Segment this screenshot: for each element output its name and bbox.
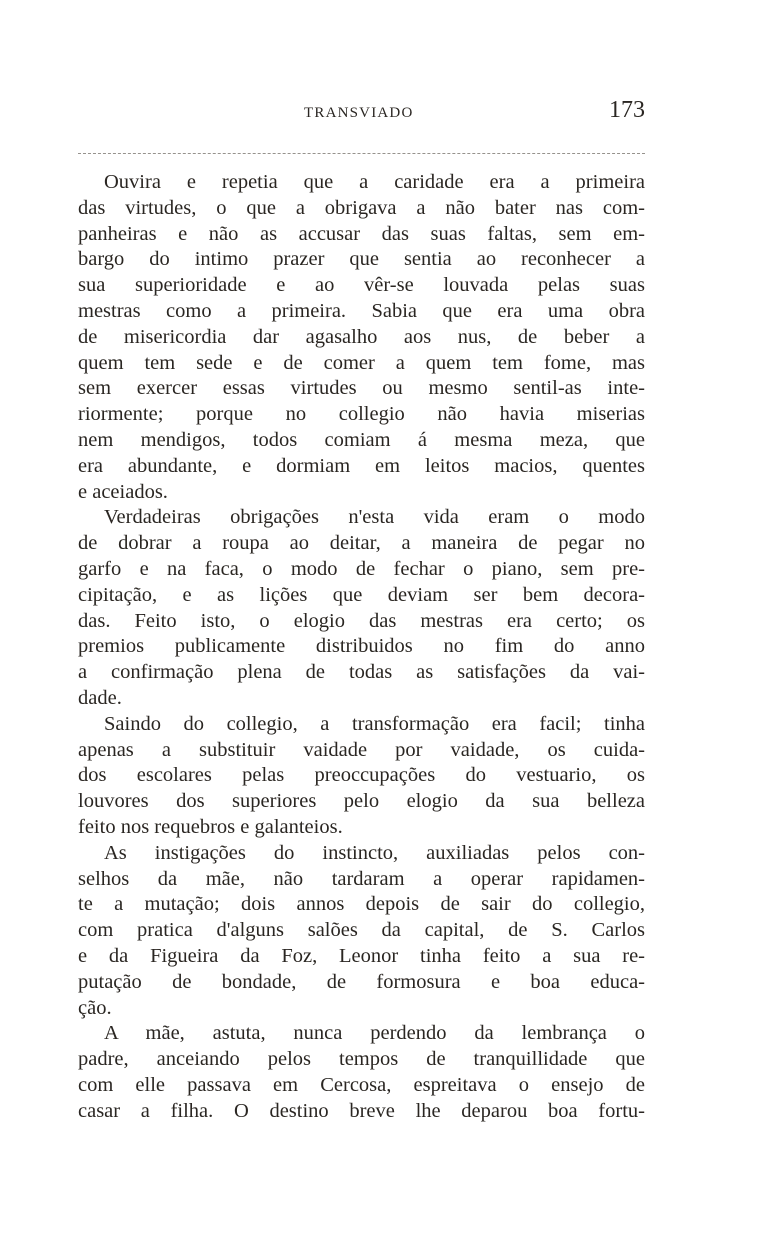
text-line: sem exercer essas virtudes ou mesmo sentil-as inte- — [78, 377, 645, 400]
text-line: das. Feito isto, o elogio das mestras era certo; os — [78, 609, 645, 632]
text-line: premios publicamente distribuidos no fim do anno — [78, 635, 645, 658]
text-line: feito nos requebros e galanteios. — [78, 815, 343, 838]
text-line: dos escolares pelas preoccupações do vestuario, os — [78, 764, 645, 787]
text-line: padre, anceiando pelos tempos de tranquillidade que — [78, 1048, 645, 1071]
running-title: TRANSVIADO — [304, 105, 414, 121]
text-line: ção. — [78, 996, 112, 1019]
text-line: selhos da mãe, não tardaram a operar rapidamen- — [78, 867, 645, 890]
text-line: e da Figueira da Foz, Leonor tinha feito a sua re- — [78, 944, 645, 967]
text-line: louvores dos superiores pelo elogio da sua belleza — [78, 790, 645, 813]
text-line: putação de bondade, de formosura e boa educa- — [78, 970, 645, 993]
page-number: 173 — [609, 97, 645, 123]
text-line: de dobrar a roupa ao deitar, a maneira de pegar no — [78, 532, 645, 555]
text-line: garfo e na faca, o modo de fechar o piano, sem pre- — [78, 557, 645, 580]
text-line: Verdadeiras obrigações n'esta vida eram o modo — [104, 506, 645, 529]
text-line: quem tem sede e de comer a quem tem fome, mas — [78, 351, 645, 374]
text-line: Ouvira e repetia que a caridade era a primeira — [104, 171, 645, 193]
text-line: das virtudes, o que a obrigava a não bater nas com- — [78, 196, 645, 219]
text-line: e aceiados. — [78, 480, 168, 503]
text-line: com elle passava em Cercosa, espreitava o ensejo de — [78, 1073, 645, 1096]
text-line: casar a filha. O destino breve lhe deparou boa fortu- — [78, 1099, 645, 1122]
text-line: riormente; porque no collegio não havia miserias — [78, 403, 645, 426]
text-line: A mãe, astuta, nunca perdendo da lembrança o — [104, 1022, 645, 1045]
text-line: Saindo do collegio, a transformação era facil; tinha — [104, 712, 645, 735]
text-line: As instigações do instincto, auxiliadas pelos con- — [104, 841, 645, 864]
text-line: cipitação, e as lições que deviam ser bem decora- — [78, 583, 645, 606]
text-line: sua superioridade e ao vêr-se louvada pelas suas — [78, 274, 645, 297]
text-line: te a mutação; dois annos depois de sair do collegio, — [78, 893, 645, 916]
text-line: era abundante, e dormiam em leitos macios, quentes — [78, 454, 645, 477]
text-line: nem mendigos, todos comiam á mesma meza, que — [78, 428, 645, 451]
text-line: dade. — [78, 686, 122, 709]
text-line: a confirmação plena de todas as satisfações da vai- — [78, 661, 645, 684]
text-line: de misericordia dar agasalho aos nus, de beber a — [78, 325, 645, 348]
text-line: bargo do intimo prazer que sentia ao reconhecer a — [78, 248, 645, 271]
header-rule — [78, 153, 645, 154]
text-line: apenas a substituir vaidade por vaidade, os cuida- — [78, 738, 645, 761]
page-header — [78, 97, 645, 127]
text-line: panheiras e não as accusar das suas faltas, sem em- — [78, 222, 645, 245]
text-line: com pratica d'alguns salões da capital, de S. Carlos — [78, 919, 645, 942]
body-text — [78, 170, 645, 1170]
text-line: mestras como a primeira. Sabia que era uma obra — [78, 299, 645, 322]
